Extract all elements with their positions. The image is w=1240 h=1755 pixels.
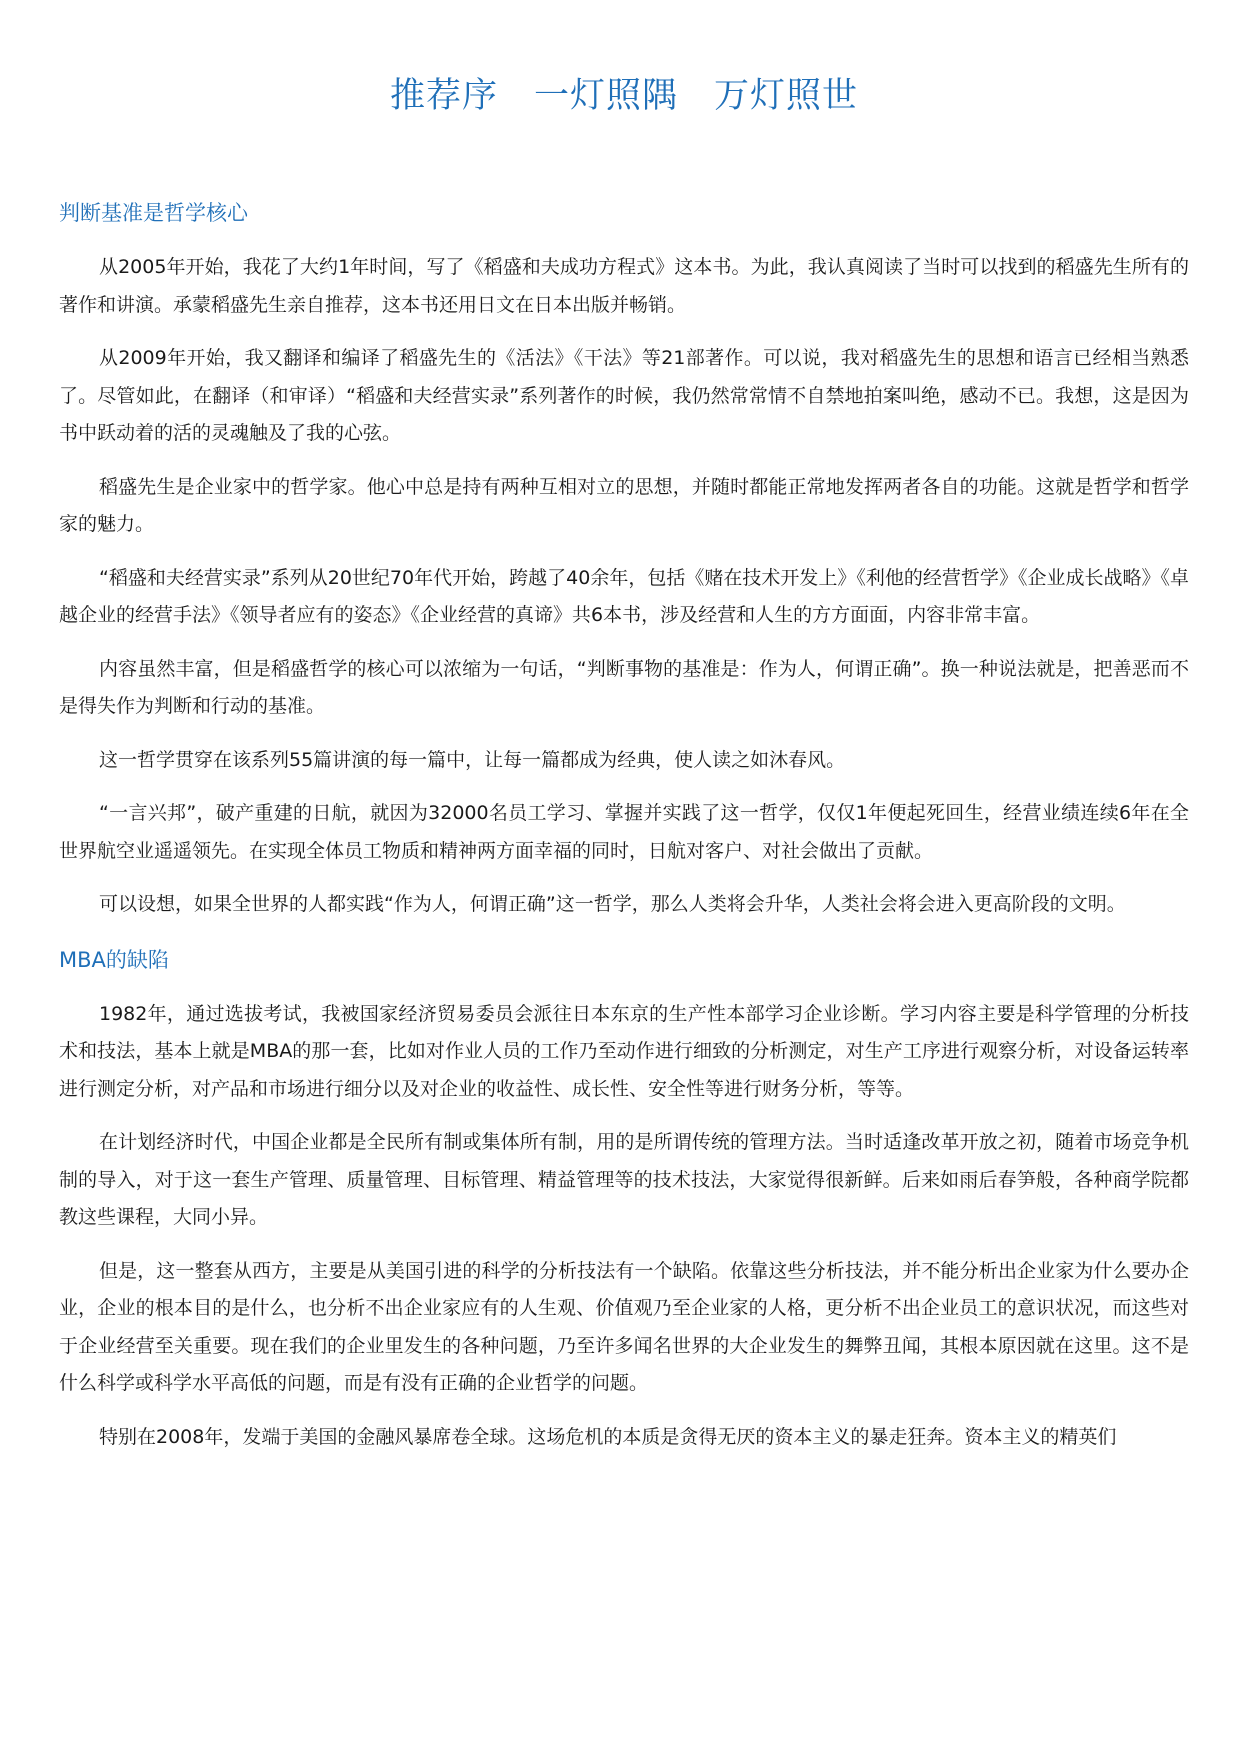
paragraph: 稻盛先生是企业家中的哲学家。他心中总是持有两种互相对立的思想，并随时都能正常地发挥两者各自的功能。这就是哲学和哲学家的魅力。: [59, 475, 1189, 535]
paragraph: 特别在2008年，发端于美国的金融风暴席卷全球。这场危机的本质是贪得无厌的资本主义的暴走狂奔。资本主义的精英们: [99, 1425, 1117, 1448]
paragraph: 但是，这一整套从西方，主要是从美国引进的科学的分析技法有一个缺陷。依靠这些分析技法，并不能分析出企业家为什么要办企业，企业的根本目的是什么，也分析不出企业家应有的人生观、价值观乃至企业家的人格，更分析不出企业员工的意识状况，而这些对于企业经营至关重要。现在我们的企业里发生的各种问题，乃至许多闻名世界的大企业发生的舞弊丑闻，其根本原因就在这里。这不是什么科学或科学水平高低的问题，而是有没有正确的企业哲学的问题。: [59, 1259, 1189, 1394]
paragraph: 这一哲学贯穿在该系列55篇讲演的每一篇中，让每一篇都成为经典，使人读之如沐春风。: [99, 748, 846, 771]
section-body-mba-flaws: [59, 996, 1189, 1457]
paragraph: “稻盛和夫经营实录”系列从20世纪70年代开始，跨越了40余年，包括《赌在技术开发上》《利他的经营哲学》《企业成长战略》《卓越企业的经营手法》《领导者应有的姿态》《企业经营的真谛》共6本书，涉及经营和人生的方方面面，内容非常丰富。: [59, 566, 1189, 626]
section-body-judgment-standard: [59, 249, 1189, 924]
paragraph: 从2005年开始，我花了大约1年时间，写了《稻盛和夫成功方程式》这本书。为此，我认真阅读了当时可以找到的稻盛先生所有的著作和讲演。承蒙稻盛先生亲自推荐，这本书还用日文在日本出版并畅销。: [59, 256, 1189, 316]
document-page: [59, 0, 1189, 1472]
paragraph: 可以设想，如果全世界的人都实践“作为人，何谓正确”这一哲学，那么人类将会升华，人类社会将会进入更高阶段的文明。: [99, 893, 1126, 915]
paragraph: “一言兴邦”，破产重建的日航，就因为32000名员工学习、掌握并实践了这一哲学，仅仅1年便起死回生，经营业绩连续6年在全世界航空业遥遥领先。在实现全体员工物质和精神两方面幸福的同时，日航对客户、对社会做出了贡献。: [59, 802, 1189, 862]
document-title: 推荐序 一灯照隅 万灯照世: [389, 76, 858, 116]
section-heading-mba-flaws: MBA的缺陷: [59, 947, 169, 972]
paragraph: 在计划经济时代，中国企业都是全民所有制或集体所有制，用的是所谓传统的管理方法。当时适逢改革开放之初，随着市场竞争机制的导入，对于这一套生产管理、质量管理、目标管理、精益管理等的技术技法，大家觉得很新鲜。后来如雨后春笋般，各种商学院都教这些课程，大同小异。: [59, 1131, 1189, 1228]
paragraph: 内容虽然丰富，但是稻盛哲学的核心可以浓缩为一句话，“判断事物的基准是：作为人，何谓正确”。换一种说法就是，把善恶而不是得失作为判断和行动的基准。: [59, 657, 1189, 717]
paragraph: 1982年，通过选拔考试，我被国家经济贸易委员会派往日本东京的生产性本部学习企业诊断。学习内容主要是科学管理的分析技术和技法，基本上就是MBA的那一套，比如对作业人员的工作乃至动作进行细致的分析测定，对生产工序进行观察分析，对设备运转率进行测定分析，对产品和市场进行细分以及对企业的收益性、成长性、安全性等进行财务分析，等等。: [59, 1002, 1189, 1100]
section-heading-judgment-standard: 判断基准是哲学核心: [59, 201, 248, 225]
paragraph: 从2009年开始，我又翻译和编译了稻盛先生的《活法》《干法》等21部著作。可以说，我对稻盛先生的思想和语言已经相当熟悉了。尽管如此，在翻译（和审译）“稻盛和夫经营实录”系列著作的时候，我仍然常常情不自禁地拍案叫绝，感动不已。我想，这是因为书中跃动着的活的灵魂触及了我的心弦。: [59, 347, 1189, 444]
